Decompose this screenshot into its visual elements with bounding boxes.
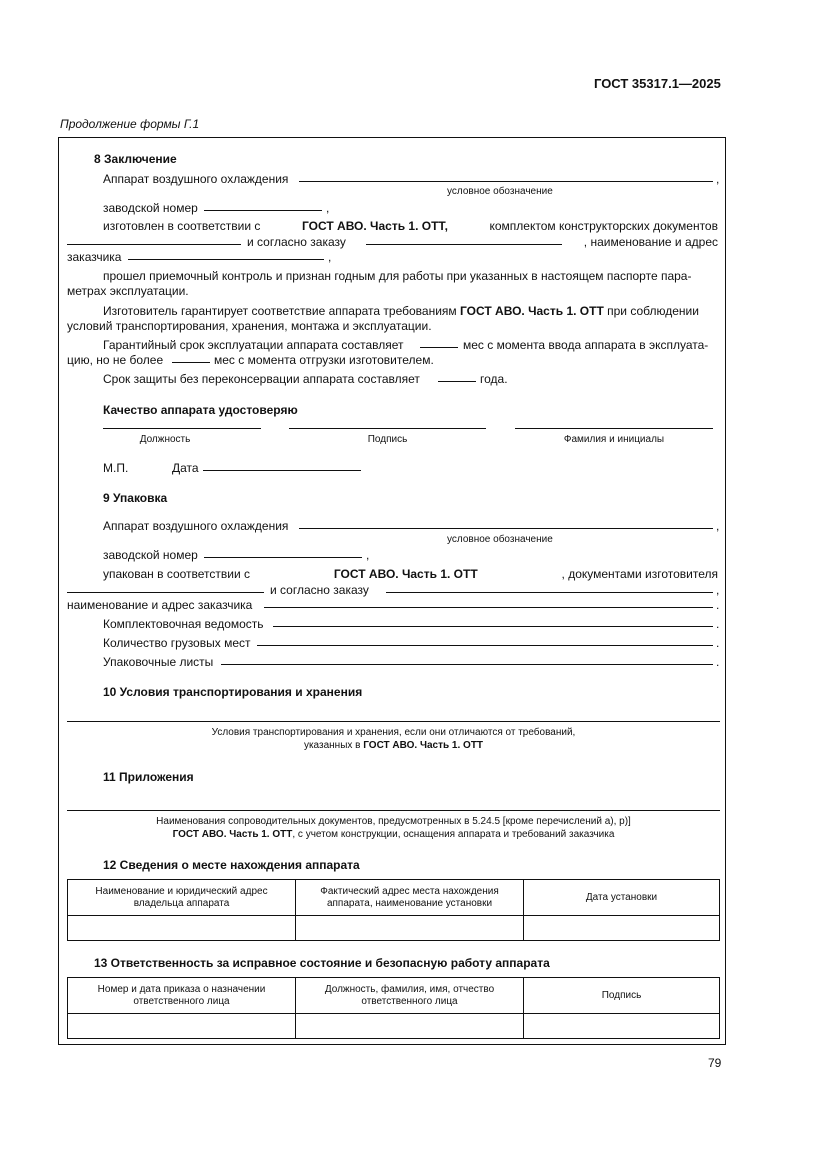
guarantee-text-1 xyxy=(103,304,699,318)
packing-sheets-label: Упаковочные листы xyxy=(103,655,214,669)
person-cell[interactable] xyxy=(296,1014,524,1039)
customer-label: наименование и адрес заказчика xyxy=(67,598,253,612)
term-pre: Гарантийный срок эксплуатации аппарата составляет xyxy=(103,338,404,352)
customer-field[interactable] xyxy=(128,259,324,260)
packing-list-label: Комплектовочная ведомость xyxy=(103,617,264,631)
caption-standard: ГОСТ АВО. Часть 1. ОТТ xyxy=(363,740,484,751)
comma: , xyxy=(326,201,330,215)
protection-post: года. xyxy=(480,372,508,386)
section-8-title: 8 Заключение xyxy=(94,152,177,166)
term-line2-post: мес с момента отгрузки изготовителем. xyxy=(214,353,434,367)
section-10-title: 10 Условия транспортирования и хранения xyxy=(103,685,363,699)
table-header-row xyxy=(68,880,720,916)
serial-label: заводской номер xyxy=(103,201,198,215)
packed-post: , документами изготовителя xyxy=(561,567,718,581)
order-label: и согласно заказу xyxy=(247,235,346,249)
guarantee-post: при соблюдении xyxy=(607,304,699,318)
caption-text: , с учетом конструкции, оснащения аппарата и требований заказчика xyxy=(292,829,615,840)
position-field[interactable] xyxy=(103,428,261,429)
dot: . xyxy=(716,655,720,669)
cargo-count-field[interactable] xyxy=(257,645,713,646)
section-9-title: 9 Упаковка xyxy=(103,491,168,505)
customer-field[interactable] xyxy=(264,607,713,608)
serial-label: заводской номер xyxy=(103,548,198,562)
customer-label: заказчика xyxy=(67,250,122,264)
term-months-field[interactable] xyxy=(420,347,458,348)
term-max-field[interactable] xyxy=(172,362,210,363)
apparatus-label: Аппарат воздушного охлаждения xyxy=(103,172,289,186)
comma: , xyxy=(328,250,332,264)
signature-field[interactable] xyxy=(289,428,486,429)
dot: . xyxy=(716,617,720,631)
section-13-title: 13 Ответственность за исправное состояние и безопасную работу аппарата xyxy=(94,956,550,970)
responsibility-table xyxy=(67,977,720,1039)
position-caption: Должность xyxy=(139,434,191,445)
name-caption: Фамилия и инициалы xyxy=(563,434,665,445)
name-field[interactable] xyxy=(515,428,713,429)
packed-text xyxy=(103,567,718,581)
location-table xyxy=(67,879,720,941)
passed-text-2: метрах эксплуатации. xyxy=(67,284,189,298)
dot: . xyxy=(716,636,720,650)
dot: . xyxy=(716,598,720,612)
comma: , xyxy=(366,548,370,562)
address-column-header: Фактический адрес места нахождения аппарата, наименование установки xyxy=(296,880,524,916)
quality-title: Качество аппарата удостоверяю xyxy=(103,403,298,417)
serial-field[interactable] xyxy=(204,557,362,558)
customer-address-text: , наименование и адрес xyxy=(583,235,718,249)
packed-standard: ГОСТ АВО. Часть 1. ОТТ xyxy=(333,567,478,581)
made-pre: изготовлен в соответствии с xyxy=(103,219,261,233)
section-11-title: 11 Приложения xyxy=(103,770,194,784)
install-date-cell[interactable] xyxy=(524,916,720,941)
continuation-note: Продолжение формы Г.1 xyxy=(60,117,200,131)
passed-text-1: прошел приемочный контроль и признан годным для работы при указанных в настоящем паспорте пара- xyxy=(103,269,692,283)
transport-conditions-field[interactable] xyxy=(67,721,720,722)
order-label: и согласно заказу xyxy=(270,583,369,597)
packed-pre: упакован в соответствии с xyxy=(103,567,251,581)
signature-cell[interactable] xyxy=(524,1014,720,1039)
manufacturer-docs-field[interactable] xyxy=(67,592,264,593)
table-row xyxy=(68,1014,720,1039)
term-post: мес с момента ввода аппарата в эксплуата- xyxy=(463,338,709,352)
term-line2-pre: цию, но не более xyxy=(67,353,164,367)
section-12-title: 12 Сведения о месте нахождения аппарата xyxy=(103,858,360,872)
order-field[interactable] xyxy=(366,244,562,245)
install-date-column-header: Дата установки xyxy=(524,880,720,916)
document-number: ГОСТ 35317.1—2025 xyxy=(594,76,721,91)
design-docs-field[interactable] xyxy=(67,244,241,245)
signature-column-header: Подпись xyxy=(524,978,720,1014)
attachments-caption-2 xyxy=(67,829,720,841)
serial-field[interactable] xyxy=(204,210,322,211)
guarantee-text-2: условий транспортирования, хранения, монтажа и эксплуатации. xyxy=(67,319,432,333)
owner-column-header: Наименование и юридический адрес владельца аппарата xyxy=(68,880,296,916)
protection-field[interactable] xyxy=(438,381,476,382)
guarantee-standard: ГОСТ АВО. Часть 1. ОТТ xyxy=(460,304,604,318)
comma: , xyxy=(716,583,720,597)
owner-cell[interactable] xyxy=(68,916,296,941)
order-cell[interactable] xyxy=(68,1014,296,1039)
attachments-caption-1: Наименования сопроводительных документов, предусмотренных в 5.24.5 [кроме перечислений а), р)] xyxy=(156,816,631,827)
made-post: комплектом конструкторских документов xyxy=(489,219,718,233)
transport-caption-2 xyxy=(67,740,720,752)
made-standard: ГОСТ АВО. Часть 1. ОТТ, xyxy=(302,219,448,233)
order-column-header: Номер и дата приказа о назначении ответственного лица xyxy=(68,978,296,1014)
stamp-label: М.П. xyxy=(103,461,129,475)
cargo-count-label: Количество грузовых мест xyxy=(103,636,251,650)
packing-list-field[interactable] xyxy=(273,626,713,627)
apparatus-label: Аппарат воздушного охлаждения xyxy=(103,519,289,533)
table-header-row xyxy=(68,978,720,1014)
apparatus-field[interactable] xyxy=(299,181,713,182)
person-column-header: Должность, фамилия, имя, отчество ответственного лица xyxy=(296,978,524,1014)
page-number: 79 xyxy=(708,1056,722,1070)
table-row xyxy=(68,916,720,941)
transport-caption-1: Условия транспортирования и хранения, если они отличаются от требований, xyxy=(211,727,576,738)
guarantee-pre: Изготовитель гарантирует соответствие аппарата требованиям xyxy=(103,304,457,318)
apparatus-field[interactable] xyxy=(299,528,713,529)
caption-text: указанных в xyxy=(303,740,361,751)
designation-caption: условное обозначение xyxy=(447,534,553,545)
attachments-field[interactable] xyxy=(67,810,720,811)
designation-caption: условное обозначение xyxy=(447,186,553,197)
caption-standard: ГОСТ АВО. Часть 1. ОТТ xyxy=(172,829,293,840)
address-cell[interactable] xyxy=(296,916,524,941)
comma: , xyxy=(716,519,720,533)
date-label: Дата xyxy=(172,461,199,475)
made-text xyxy=(103,219,718,233)
signature-caption: Подпись xyxy=(367,434,408,445)
date-field[interactable] xyxy=(203,470,361,471)
order-field[interactable] xyxy=(386,592,713,593)
protection-pre: Срок защиты без переконсервации аппарата составляет xyxy=(103,372,420,386)
comma: , xyxy=(716,172,720,186)
packing-sheets-field[interactable] xyxy=(221,664,713,665)
